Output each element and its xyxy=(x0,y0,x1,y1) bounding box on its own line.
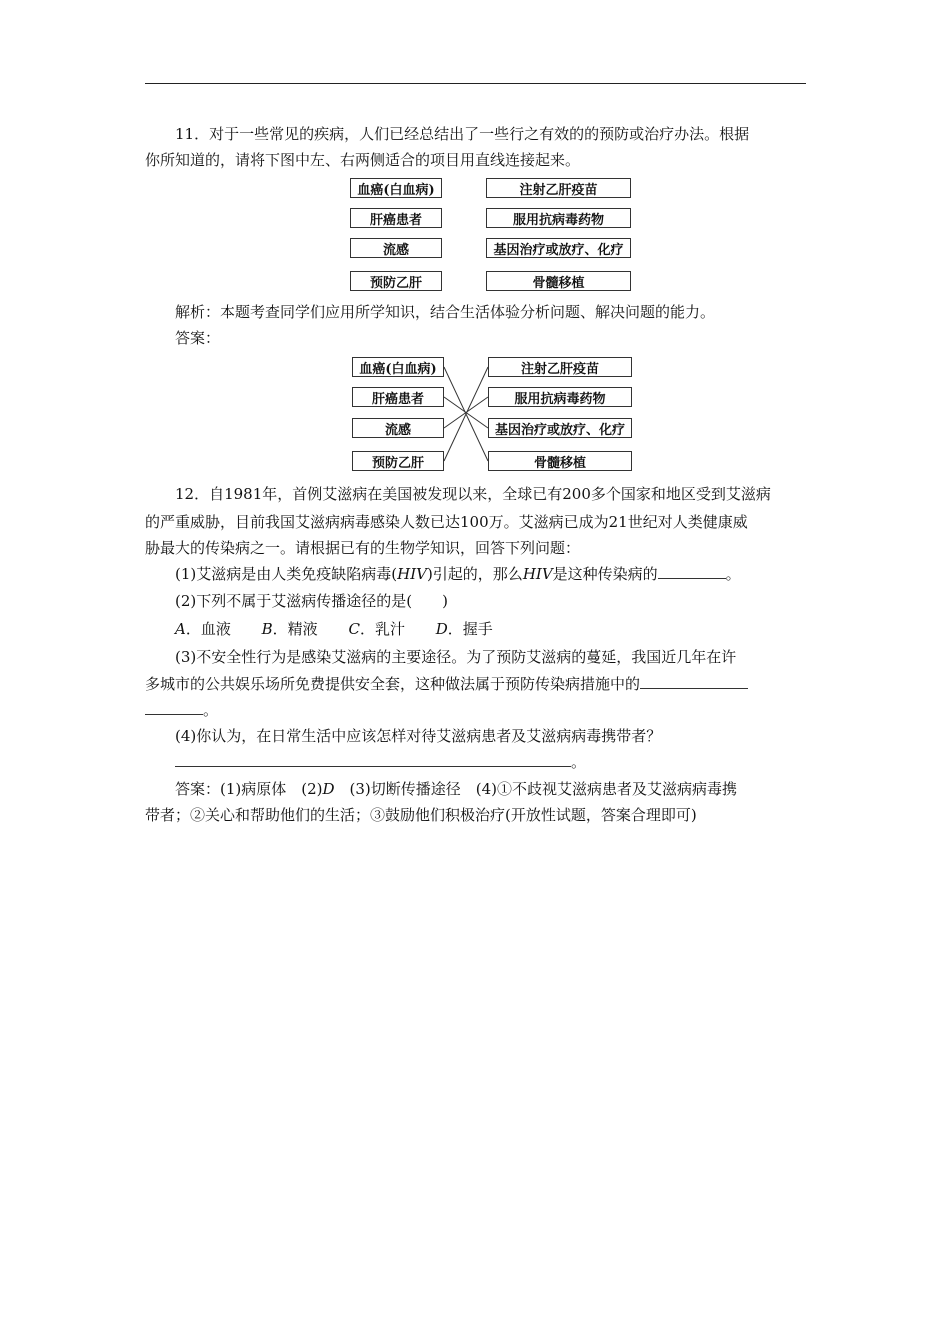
q12-part4-answer-line xyxy=(145,752,806,772)
left-item-liver-cancer: 肝癌患者 xyxy=(350,208,442,228)
q12-part1-blank[interactable] xyxy=(658,564,726,579)
answer-right-item-vaccine: 注射乙肝疫苗 xyxy=(488,357,632,377)
option-c[interactable]: C．乳汁 xyxy=(348,620,405,638)
answer-left-item-leukemia: 血癌(白血病) xyxy=(352,357,444,377)
q12-part2: (2)下列不属于艾滋病传播途径的是( ) xyxy=(175,592,448,610)
q12-part3-blank-a[interactable] xyxy=(640,674,748,689)
hiv-abbrev-2: HIV xyxy=(522,565,553,583)
q12-answer-a: 答案：(1)病原体 (2) xyxy=(175,780,323,798)
q12-answer-d: D xyxy=(322,780,335,798)
answer-left-item-flu: 流感 xyxy=(352,418,444,438)
q12-part1-end: 。 xyxy=(725,565,741,583)
option-a[interactable]: A．血液 xyxy=(175,620,231,638)
q11-answer-label: 答案： xyxy=(175,329,221,347)
q12-options xyxy=(145,619,806,639)
q12-part3-blank-b[interactable] xyxy=(145,700,203,715)
q12-part4: (4)你认为，在日常生活中应该怎样对待艾滋病患者及艾滋病病毒携带者？ xyxy=(175,727,662,745)
answer-right-item-antiviral: 服用抗病毒药物 xyxy=(488,387,632,407)
q12-part1-c: 是这种传染病的 xyxy=(552,565,658,583)
q12-part3-line2 xyxy=(145,674,806,694)
hiv-abbrev: HIV xyxy=(397,565,427,583)
q11-text-line1: 11．对于一些常见的疾病，人们已经总结出了一些行之有效的的预防或治疗办法。根据 xyxy=(175,125,750,143)
option-b[interactable]: B．精液 xyxy=(261,620,318,638)
q12-answer-b: (3)切断传播途径 (4)①不歧视艾滋病患者及艾滋病病毒携 xyxy=(334,780,738,798)
right-item-bone-marrow: 骨髓移植 xyxy=(486,271,631,291)
q12-part3-line1: (3)不安全性行为是感染艾滋病的主要途径。为了预防艾滋病的蔓延，我国近几年在许 xyxy=(175,648,737,666)
q12-text-line2: 的严重威胁，目前我国艾滋病病毒感染人数已达100万。艾滋病已成为21世纪对人类健康威 xyxy=(145,513,748,531)
left-item-leukemia: 血癌(白血病) xyxy=(350,178,442,198)
q12-part3-end: 。 xyxy=(203,701,219,719)
right-item-gene-therapy: 基因治疗或放疗、化疗 xyxy=(486,238,631,258)
right-item-antiviral: 服用抗病毒药物 xyxy=(486,208,631,228)
answer-right-item-bone-marrow: 骨髓移植 xyxy=(488,451,632,471)
option-d[interactable]: D．握手 xyxy=(435,620,493,638)
answer-left-item-liver-cancer: 肝癌患者 xyxy=(352,387,444,407)
q11-text-line2: 你所知道的，请将下图中左、右两侧适合的项目用直线连接起来。 xyxy=(145,151,581,169)
right-item-vaccine: 注射乙肝疫苗 xyxy=(486,178,631,198)
q12-part3-line3 xyxy=(145,700,806,720)
left-item-hepb-prevention: 预防乙肝 xyxy=(350,271,442,291)
q12-part4-end: 。 xyxy=(571,753,587,771)
q12-text-line3: 胁最大的传染病之一。请根据已有的生物学知识，回答下列问题： xyxy=(145,539,581,557)
left-item-flu: 流感 xyxy=(350,238,442,258)
q12-answer-line2: 带者；②关心和帮助他们的生活；③鼓励他们积极治疗(开放性试题，答案合理即可) xyxy=(145,806,697,824)
q12-part4-blank[interactable] xyxy=(175,752,571,767)
q12-answer-line1 xyxy=(145,779,806,799)
q12-part3-text: 多城市的公共娱乐场所免费提供安全套，这种做法属于预防传染病措施中的 xyxy=(145,675,641,693)
q12-part1-b: )引起的，那么 xyxy=(426,565,523,583)
q11-analysis: 解析：本题考查同学们应用所学知识，结合生活体验分析问题、解决问题的能力。 xyxy=(175,303,716,321)
q12-part1 xyxy=(145,564,806,584)
answer-right-item-gene-therapy: 基因治疗或放疗、化疗 xyxy=(488,418,632,438)
q12-part1-a: (1)艾滋病是由人类免疫缺陷病毒( xyxy=(175,565,398,583)
answer-left-item-hepb-prevention: 预防乙肝 xyxy=(352,451,444,471)
q12-text-line1: 12．自1981年，首例艾滋病在美国被发现以来，全球已有200多个国家和地区受到艾滋病 xyxy=(175,485,771,503)
